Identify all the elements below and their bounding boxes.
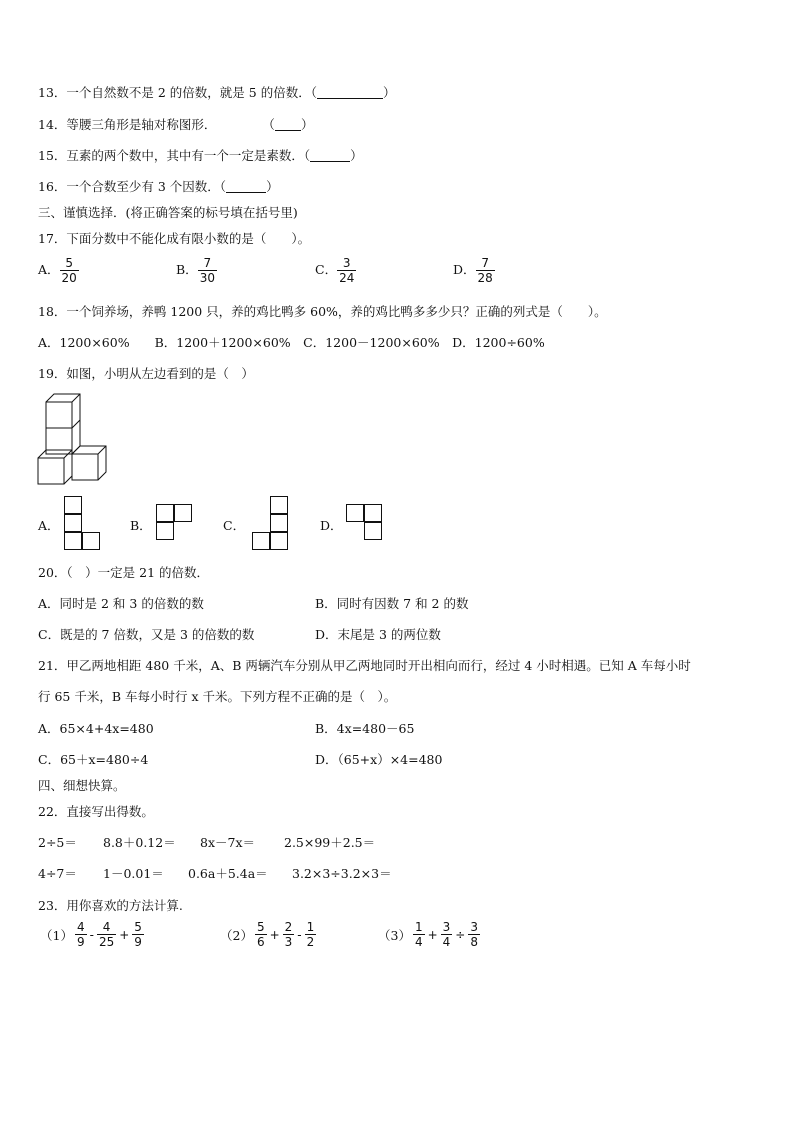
q22-item: 2÷5＝ [38, 835, 77, 850]
q17-option-b[interactable]: B． $\frac{7}{30}$ [176, 256, 215, 285]
q14: 14．等腰三角形是轴对称图形． （ ） [38, 117, 314, 132]
fraction: $\frac{1}{4}$ [414, 920, 423, 949]
q16: 16．一个合数至少有 3 个因数．（ ） [38, 179, 279, 194]
q15: 15．互素的两个数中，其中有一个一定是素数．（ ） [38, 148, 363, 163]
q17-stem: 17．下面分数中不能化成有限小数的是（ ）。 [38, 231, 311, 246]
answer-blank[interactable] [317, 86, 383, 99]
fraction: $\frac{7}{30}$ [199, 256, 215, 285]
fraction: $\frac{1}{2}$ [306, 920, 315, 949]
q21-option-b[interactable]: B．4x=480－65 [315, 721, 415, 736]
q22-stem: 22．直接写出得数。 [38, 804, 154, 819]
q20-option-a[interactable]: A．同时是 2 和 3 的倍数的数 [38, 596, 204, 611]
q19-option-b-label[interactable]: B． [130, 518, 152, 533]
section-4-heading: 四、细想快算。 [38, 778, 126, 793]
fraction: $\frac{7}{28}$ [477, 256, 493, 285]
q19-option-d-label[interactable]: D． [320, 518, 343, 533]
answer-blank[interactable] [310, 149, 350, 162]
cube-stack-figure [36, 392, 110, 488]
q21-stem-line1: 21．甲乙两地相距 480 千米，A、B 两辆汽车分别从甲乙两地同时开出相向而行，经过 4 小时相遇。已知 A 车每小时 [38, 658, 691, 673]
q23-expression-1: （1） $\frac{4}{9}$ - $\frac{4}{25}$ + $\frac{5}{9}$ [40, 920, 142, 949]
q22-item: 2.5×99＋2.5＝ [284, 835, 376, 850]
section-3-heading: 三、谨慎选择．(将正确答案的标号填在括号里) [38, 205, 298, 220]
q18-options[interactable]: A．1200×60% B．1200＋1200×60% C．1200－1200×60% D．1200÷60% [38, 335, 545, 350]
q22-item: 0.6a＋5.4a＝ [188, 866, 268, 881]
q22-item: 8.8＋0.12＝ [103, 835, 176, 850]
fraction: $\frac{3}{24}$ [339, 256, 355, 285]
answer-blank[interactable] [275, 118, 301, 131]
fraction: $\frac{5}{20}$ [61, 256, 77, 285]
answer-blank[interactable] [226, 180, 266, 193]
q21-option-d[interactable]: D．（65+x）×4=480 [315, 752, 443, 767]
q17-option-c[interactable]: C． $\frac{3}{24}$ [315, 256, 355, 285]
q22-item: 1－0.01＝ [103, 866, 164, 881]
q19-option-c-label[interactable]: C． [223, 518, 246, 533]
q17-option-d[interactable]: D． $\frac{7}{28}$ [453, 256, 493, 285]
fraction: $\frac{2}{3}$ [284, 920, 293, 949]
q23-expression-2: （2） $\frac{5}{6}$ + $\frac{2}{3}$ - $\frac{1}{2}$ [220, 920, 315, 949]
q13: 13．一个自然数不是 2 的倍数，就是 5 的倍数．（ ） [38, 85, 396, 100]
q23-expression-3: （3） $\frac{1}{4}$ + $\frac{3}{4}$ ÷ $\frac{3}{8}$ [378, 920, 478, 949]
fraction: $\frac{4}{9}$ [76, 920, 85, 949]
fraction: $\frac{5}{6}$ [256, 920, 265, 949]
q21-option-a[interactable]: A．65×4+4x=480 [38, 721, 154, 736]
q22-item: 4÷7＝ [38, 866, 77, 881]
q18-stem: 18．一个饲养场，养鸭 1200 只，养的鸡比鸭多 60%，养的鸡比鸭多多少只？正确的列式是（ ）。 [38, 304, 607, 319]
q23-stem: 23．用你喜欢的方法计算. [38, 898, 183, 913]
q20-option-c[interactable]: C．既是的 7 倍数，又是 3 的倍数的数 [38, 627, 255, 642]
q20-option-b[interactable]: B．同时有因数 7 和 2 的数 [315, 596, 469, 611]
fraction: $\frac{4}{25}$ [98, 920, 115, 949]
q17-option-a[interactable]: A． $\frac{5}{20}$ [38, 256, 77, 285]
q21-stem-line2: 行 65 千米，B 车每小时行 x 千米。下列方程不正确的是（ ）。 [38, 689, 397, 704]
fraction: $\frac{3}{8}$ [470, 920, 478, 949]
fraction: $\frac{3}{4}$ [442, 920, 451, 949]
q22-item: 8x－7x＝ [200, 835, 256, 850]
fraction: $\frac{5}{9}$ [134, 920, 142, 949]
q21-option-c[interactable]: C．65＋x=480÷4 [38, 752, 149, 767]
q22-item: 3.2×3÷3.2×3＝ [292, 866, 392, 881]
q19-stem: 19．如图，小明从左边看到的是（ ） [38, 366, 254, 381]
q19-option-a-label[interactable]: A． [38, 518, 60, 533]
q20-option-d[interactable]: D．末尾是 3 的两位数 [315, 627, 441, 642]
q20-stem: 20．（ ）一定是 21 的倍数． [38, 565, 210, 580]
